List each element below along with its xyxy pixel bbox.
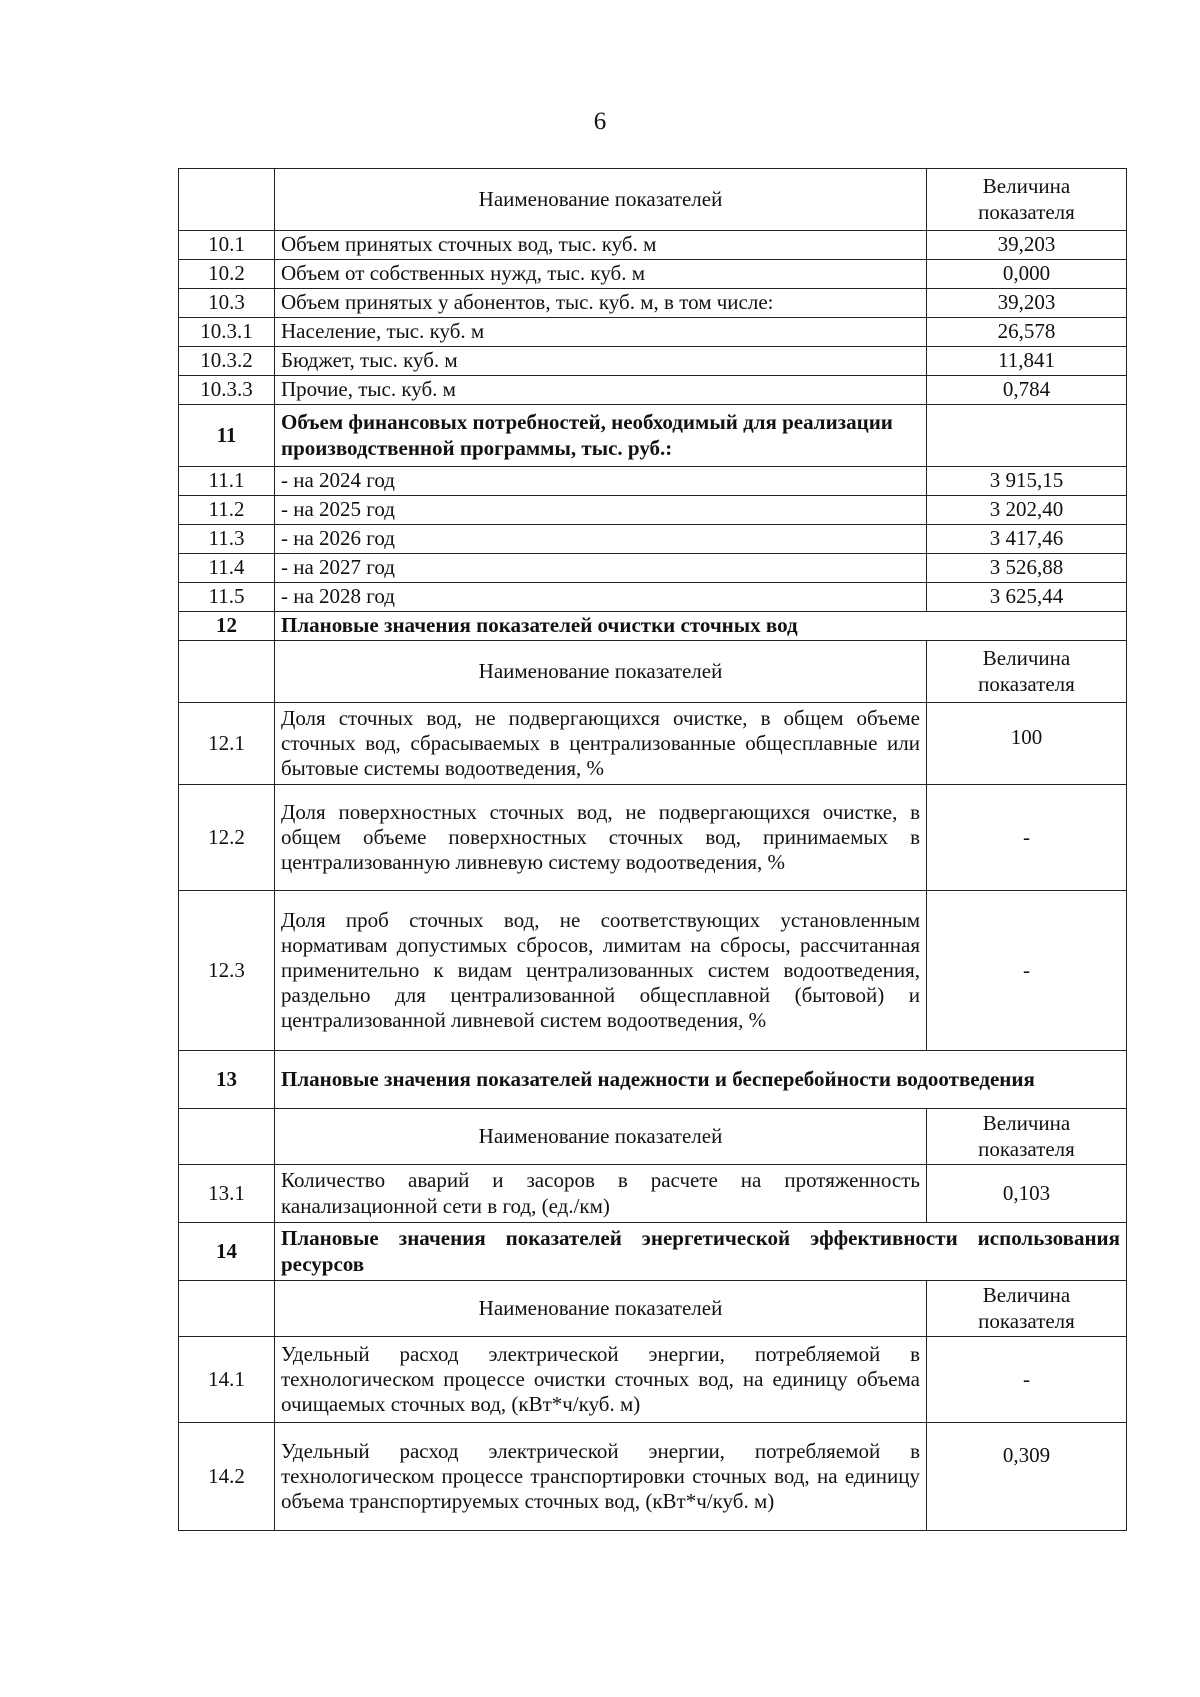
row-name: Прочие, тыс. куб. м bbox=[275, 376, 927, 405]
row-value: 3 202,40 bbox=[927, 496, 1127, 525]
table-row bbox=[179, 583, 1127, 612]
table-header-row bbox=[179, 169, 1127, 231]
row-num: 10.3.1 bbox=[179, 318, 275, 347]
row-value: 11,841 bbox=[927, 347, 1127, 376]
row-value: 3 915,15 bbox=[927, 467, 1127, 496]
table-row bbox=[179, 703, 1127, 785]
table-row bbox=[179, 260, 1127, 289]
row-value: 3 417,46 bbox=[927, 525, 1127, 554]
row-name: Доля сточных вод, не подвергающихся очистке, в общем объеме сточных вод, сбрасываемых в централизованные общесплавные или бытовые системы водоотведения, % bbox=[275, 703, 927, 785]
row-num: 12.3 bbox=[179, 891, 275, 1051]
row-value: - bbox=[927, 891, 1127, 1051]
row-name: Бюджет, тыс. куб. м bbox=[275, 347, 927, 376]
row-num: 12.2 bbox=[179, 785, 275, 891]
row-name: - на 2026 год bbox=[275, 525, 927, 554]
table-row bbox=[179, 891, 1127, 1051]
row-num: 10.3 bbox=[179, 289, 275, 318]
row-name: Удельный расход электрической энергии, потребляемой в технологическом процессе очистки сточных вод, на единицу объема очищаемых сточных вод, (кВт*ч/куб. м) bbox=[275, 1337, 927, 1423]
section-11-title-row bbox=[179, 405, 1127, 467]
table-row bbox=[179, 347, 1127, 376]
row-value: - bbox=[927, 785, 1127, 891]
header-num-cell bbox=[179, 641, 275, 703]
table-row bbox=[179, 231, 1127, 260]
row-name: Население, тыс. куб. м bbox=[275, 318, 927, 347]
header-num-cell bbox=[179, 169, 275, 231]
row-name: - на 2027 год bbox=[275, 554, 927, 583]
table-row bbox=[179, 785, 1127, 891]
section-12-header-row bbox=[179, 641, 1127, 703]
row-name: - на 2025 год bbox=[275, 496, 927, 525]
row-value: 3 526,88 bbox=[927, 554, 1127, 583]
row-name: Доля проб сточных вод, не соответствующих установленным нормативам допустимых сбросов, лимитам на сбросы, рассчитанная применительно к видам централизованных систем водоотведения, раздельно для централизованной общесплавной (бытовой) и централизованной ливневой систем водоотведения, % bbox=[275, 891, 927, 1051]
header-name-cell: Наименование показателей bbox=[275, 1109, 927, 1165]
row-value: 26,578 bbox=[927, 318, 1127, 347]
section-title: Плановые значения показателей энергетической эффективности использования ресурсов bbox=[275, 1223, 1127, 1281]
table-row bbox=[179, 525, 1127, 554]
row-num: 10.1 bbox=[179, 231, 275, 260]
row-name: Удельный расход электрической энергии, потребляемой в технологическом процессе транспортировки сточных вод, на единицу объема транспортируемых сточных вод, (кВт*ч/куб. м) bbox=[275, 1423, 927, 1531]
row-num: 11.2 bbox=[179, 496, 275, 525]
row-name: - на 2024 год bbox=[275, 467, 927, 496]
table-row bbox=[179, 1165, 1127, 1223]
row-value: 39,203 bbox=[927, 231, 1127, 260]
table-row bbox=[179, 496, 1127, 525]
section-num: 13 bbox=[179, 1051, 275, 1109]
page-number: 6 bbox=[593, 108, 607, 135]
section-num: 11 bbox=[179, 405, 275, 467]
indicators-table bbox=[178, 168, 1127, 1531]
row-num: 11.1 bbox=[179, 467, 275, 496]
row-name: Доля поверхностных сточных вод, не подвергающихся очистке, в общем объеме поверхностных сточных вод, принимаемых в централизованную ливневую систему водоотведения, % bbox=[275, 785, 927, 891]
header-name-cell: Наименование показателей bbox=[275, 169, 927, 231]
row-num: 10.2 bbox=[179, 260, 275, 289]
section-title: Объем финансовых потребностей, необходимый для реализации производственной программы, тыс. руб.: bbox=[275, 405, 927, 467]
row-name: Объем от собственных нужд, тыс. куб. м bbox=[275, 260, 927, 289]
row-num: 11.5 bbox=[179, 583, 275, 612]
table-row bbox=[179, 289, 1127, 318]
row-value: 39,203 bbox=[927, 289, 1127, 318]
table-row bbox=[179, 554, 1127, 583]
row-name: Количество аварий и засоров в расчете на протяженность канализационной сети в год, (ед./км) bbox=[275, 1165, 927, 1223]
section-num: 14 bbox=[179, 1223, 275, 1281]
header-num-cell bbox=[179, 1281, 275, 1337]
section-num: 12 bbox=[179, 612, 275, 641]
section-value-empty bbox=[927, 405, 1127, 467]
section-title: Плановые значения показателей очистки сточных вод bbox=[275, 612, 1127, 641]
header-num-cell bbox=[179, 1109, 275, 1165]
header-value-cell: Величина показателя bbox=[927, 169, 1127, 231]
row-num: 14.2 bbox=[179, 1423, 275, 1531]
row-name: Объем принятых сточных вод, тыс. куб. м bbox=[275, 231, 927, 260]
row-value: 0,309 bbox=[927, 1423, 1127, 1531]
section-14-title-row bbox=[179, 1223, 1127, 1281]
table-row bbox=[179, 376, 1127, 405]
section-13-header-row bbox=[179, 1109, 1127, 1165]
row-num: 10.3.3 bbox=[179, 376, 275, 405]
row-value: 0,103 bbox=[927, 1165, 1127, 1223]
section-14-header-row bbox=[179, 1281, 1127, 1337]
section-12-title-row bbox=[179, 612, 1127, 641]
header-value-cell: Величина показателя bbox=[927, 1281, 1127, 1337]
row-value: 0,784 bbox=[927, 376, 1127, 405]
row-num: 14.1 bbox=[179, 1337, 275, 1423]
row-num: 10.3.2 bbox=[179, 347, 275, 376]
row-name: Объем принятых у абонентов, тыс. куб. м, в том числе: bbox=[275, 289, 927, 318]
table-row bbox=[179, 467, 1127, 496]
section-13-title-row bbox=[179, 1051, 1127, 1109]
table-row bbox=[179, 1337, 1127, 1423]
row-value: 0,000 bbox=[927, 260, 1127, 289]
header-value-cell: Величина показателя bbox=[927, 1109, 1127, 1165]
row-value: - bbox=[927, 1337, 1127, 1423]
header-value-cell: Величина показателя bbox=[927, 641, 1127, 703]
row-value: 100 bbox=[927, 703, 1127, 785]
row-value: 3 625,44 bbox=[927, 583, 1127, 612]
row-num: 12.1 bbox=[179, 703, 275, 785]
table-row bbox=[179, 318, 1127, 347]
table-row bbox=[179, 1423, 1127, 1531]
row-num: 11.4 bbox=[179, 554, 275, 583]
row-num: 13.1 bbox=[179, 1165, 275, 1223]
row-num: 11.3 bbox=[179, 525, 275, 554]
header-name-cell: Наименование показателей bbox=[275, 641, 927, 703]
section-title: Плановые значения показателей надежности и бесперебойности водоотведения bbox=[275, 1051, 1127, 1109]
header-name-cell: Наименование показателей bbox=[275, 1281, 927, 1337]
row-name: - на 2028 год bbox=[275, 583, 927, 612]
